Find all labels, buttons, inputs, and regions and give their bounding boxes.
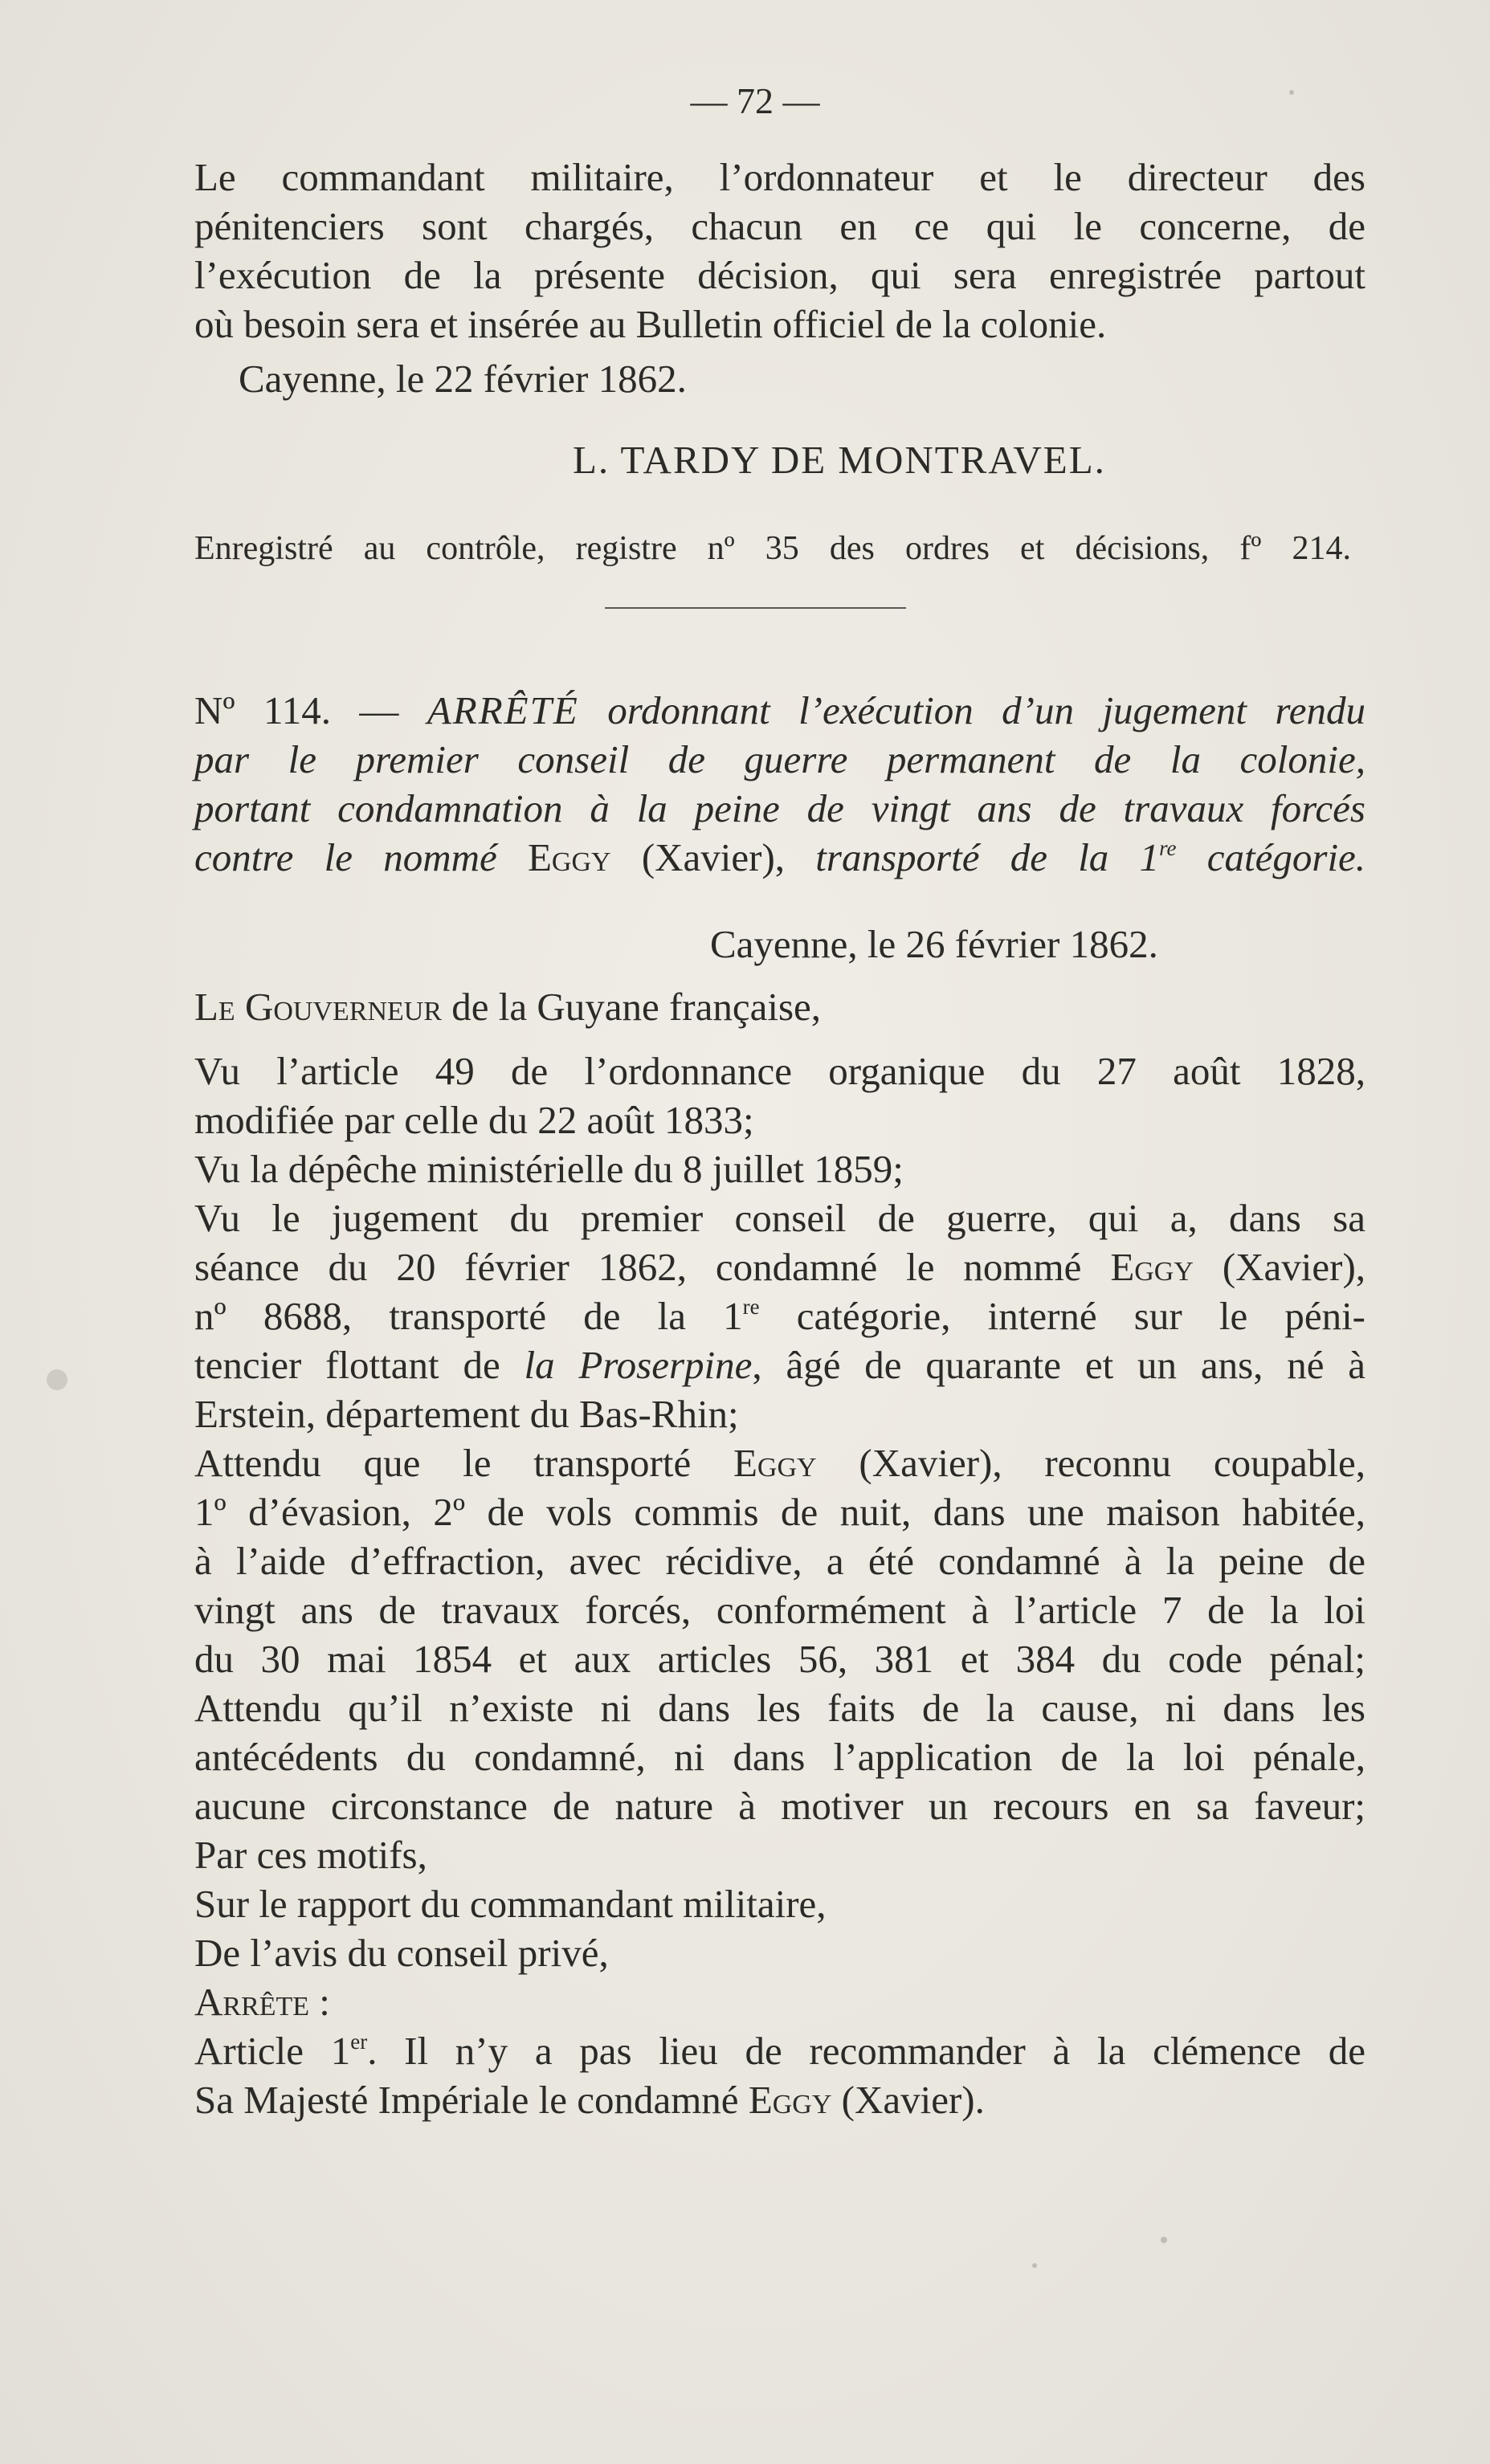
- body-line: du 30 mai 1854 et aux articles 56, 381 et 384 du code pénal;: [194, 1637, 1365, 1681]
- text-line: l’exécution de la présente décision, qui sera enregistrée partout: [194, 253, 1365, 297]
- convict-surname: Eggy: [748, 2078, 832, 2122]
- body-line: Sa Majesté Impériale le condamné Eggy (Xavier).: [194, 2078, 985, 2122]
- body-line: 1º d’évasion, 2º de vols commis de nuit, dans une maison habitée,: [194, 1490, 1365, 1534]
- place-date: Cayenne, le 22 février 1862.: [239, 357, 687, 401]
- body-line: Attendu que le transporté Eggy (Xavier), reconnu coupable,: [194, 1441, 1366, 1485]
- decree-heading-line: [194, 835, 1365, 880]
- paper-speck: [1161, 2237, 1167, 2243]
- body-line: vingt ans de travaux forcés, conformément à l’article 7 de la loi: [194, 1588, 1365, 1632]
- signature: L. TARDY DE MONTRAVEL.: [573, 438, 1106, 482]
- body-line: Erstein, département du Bas-Rhin;: [194, 1392, 739, 1436]
- paper-speck: [1289, 90, 1294, 95]
- section-divider: [605, 607, 906, 609]
- body-line: modifiée par celle du 22 août 1833;: [194, 1098, 754, 1142]
- decree-number: Nº 114. —: [194, 688, 399, 732]
- body-line: Article 1er. Il n’y a pas lieu de recommander à la clémence de: [194, 2029, 1365, 2073]
- registration-note: Enregistré au contrôle, registre nº 35 des ordres et décisions, fº 214.: [194, 530, 1351, 567]
- body-line: Vu le jugement du premier conseil de guerre, qui a, dans sa: [194, 1196, 1365, 1240]
- governor-line: [194, 985, 821, 1030]
- place-date: Cayenne, le 26 février 1862.: [710, 922, 1158, 966]
- decree-text: ordonnant l’exécution d’un jugement rendu: [607, 688, 1365, 732]
- body-line: De l’avis du conseil privé,: [194, 1931, 609, 1975]
- decree-text: catégorie.: [1206, 835, 1366, 879]
- body-line: Sur le rapport du commandant militaire,: [194, 1882, 827, 1926]
- page-number: — 72 —: [690, 80, 820, 121]
- body-line: Par ces motifs,: [194, 1833, 427, 1877]
- decree-text: transporté de la: [815, 835, 1109, 879]
- convict-surname: Eggy: [527, 835, 611, 879]
- body-line: à l’aide d’effraction, avec récidive, a été condamné à la peine de: [194, 1539, 1365, 1583]
- paper-speck: [47, 1369, 67, 1390]
- decree-text: contre le nommé: [194, 835, 497, 879]
- governor-rest: de la Guyane française,: [451, 985, 822, 1029]
- body-line: antécédents du condamné, ni dans l’application de la loi pénale,: [194, 1735, 1365, 1779]
- ship-name: la Proserpine: [524, 1343, 753, 1387]
- text-line: pénitenciers sont chargés, chacun en ce qui le concerne, de: [194, 204, 1365, 248]
- body-line: séance du 20 février 1862, condamné le nommé Eggy (Xavier),: [194, 1245, 1366, 1289]
- body-line: aucune circonstance de nature à motiver un recours en sa faveur;: [194, 1784, 1365, 1828]
- decree-heading-line: [194, 688, 1365, 733]
- category-number: 1re: [1139, 835, 1177, 879]
- body-line: Vu l’article 49 de l’ordonnance organique du 27 août 1828,: [194, 1049, 1365, 1093]
- body-line: Vu la dépêche ministérielle du 8 juillet 1859;: [194, 1147, 904, 1191]
- body-line: Attendu qu’il n’existe ni dans les faits de la cause, ni dans les: [194, 1686, 1365, 1730]
- text-line: Le commandant militaire, l’ordonnateur et le directeur des: [194, 155, 1365, 199]
- convict-given-name: (Xavier),: [641, 835, 786, 879]
- body-line: tencier flottant de la Proserpine, âgé de quarante et un ans, né à: [194, 1343, 1366, 1387]
- decree-title-word: ARRÊTÉ: [427, 688, 579, 732]
- arrete-heading: Arrête :: [194, 1980, 330, 2024]
- text-line: où besoin sera et insérée au Bulletin officiel de la colonie.: [194, 302, 1107, 346]
- convict-surname: Eggy: [1110, 1245, 1194, 1289]
- decree-heading-line: portant condamnation à la peine de vingt ans de travaux forcés: [194, 786, 1365, 830]
- decree-heading-line: par le premier conseil de guerre permanent de la colonie,: [194, 737, 1365, 781]
- paper-speck: [1032, 2263, 1037, 2268]
- convict-surname: Eggy: [733, 1441, 817, 1485]
- governor-title: Le Gouverneur: [194, 985, 442, 1029]
- body-line: nº 8688, transporté de la 1re catégorie, interné sur le péni-: [194, 1294, 1366, 1338]
